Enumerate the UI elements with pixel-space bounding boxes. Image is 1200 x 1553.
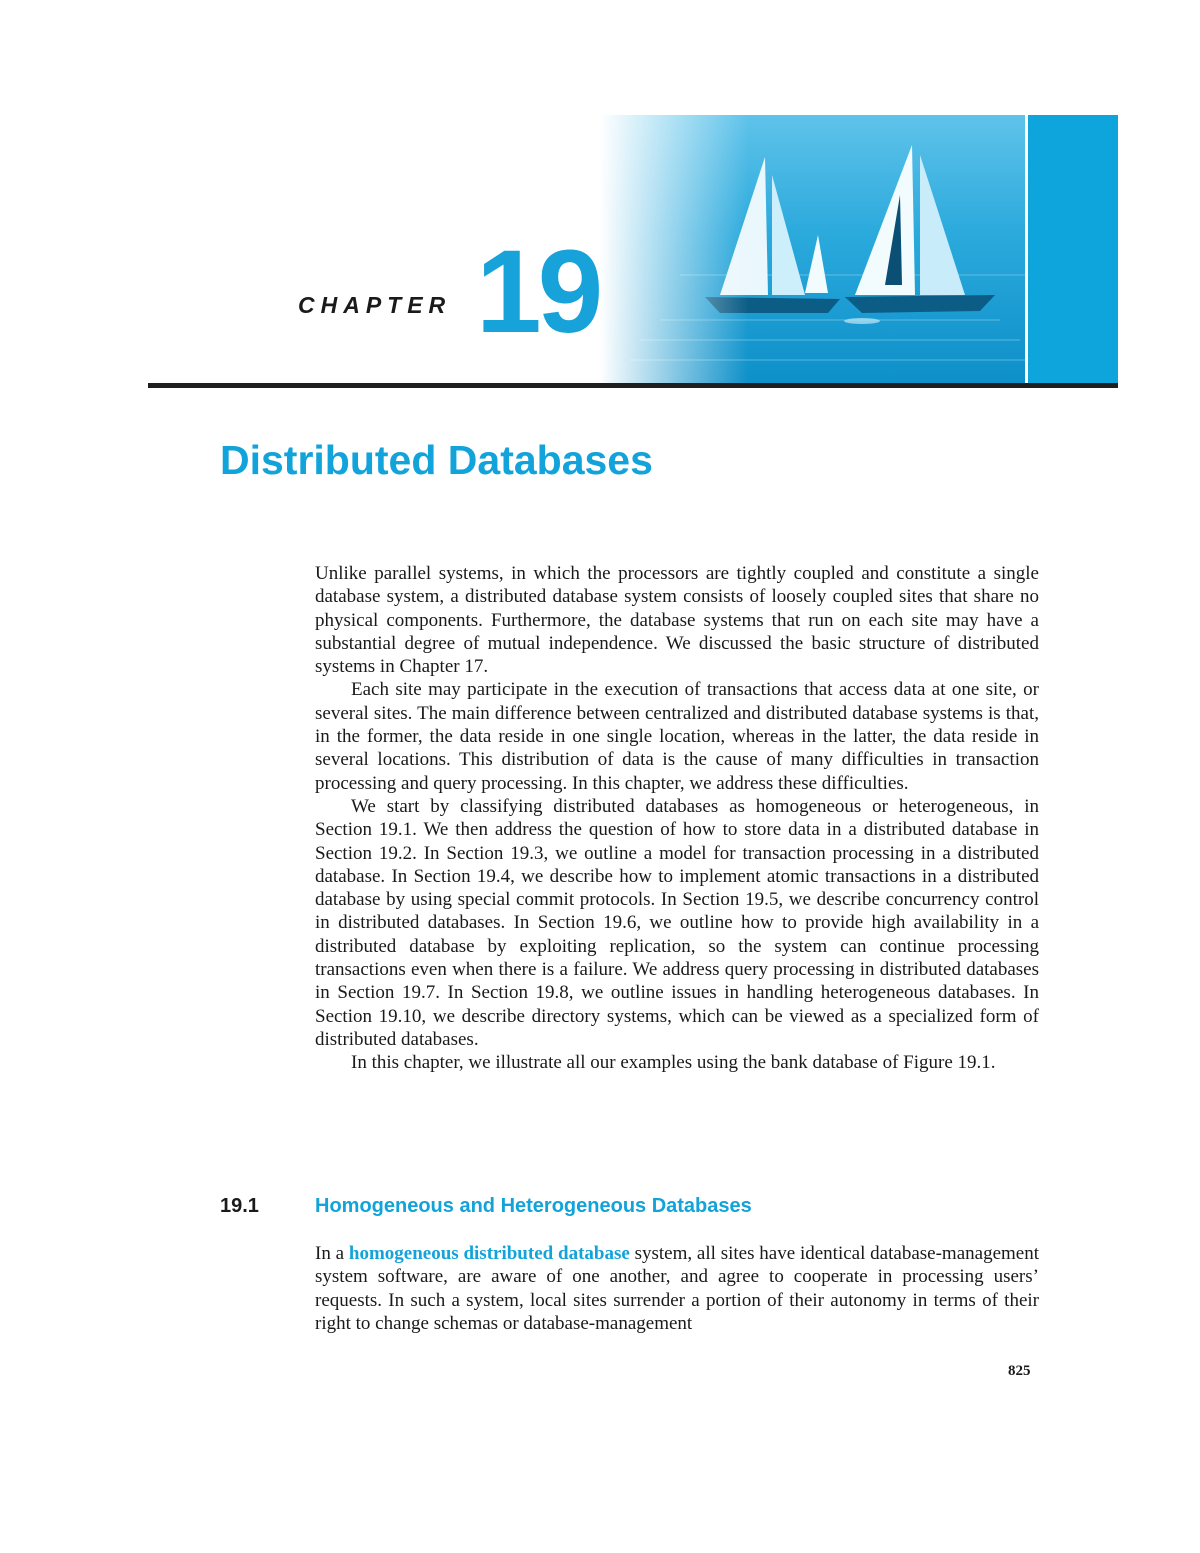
section-title: Homogeneous and Heterogeneous Databases: [315, 1195, 752, 1217]
section-paragraph-1: [315, 1242, 1039, 1335]
section-lead: In a: [315, 1243, 349, 1264]
section-rest: system, all sites have identical database-management system software, are aware of one another, and agree to cooperate in processing users’ requests. In such a system, local sites surrender a portion of their autonomy in terms of their right to change schemas or database-management: [315, 1243, 1039, 1334]
intro-paragraph-4: In this chapter, we illustrate all our examples using the bank database of Figure 19.1.: [351, 1052, 996, 1074]
intro-text: [315, 562, 1039, 1075]
chapter-label: CHAPTER: [298, 292, 452, 318]
sailboats-photo: [600, 115, 1025, 385]
header-rule: [148, 383, 1118, 388]
section-text: [315, 1242, 1039, 1335]
intro-paragraph-3: We start by classifying distributed databases as homogeneous or heterogeneous, in Section 19.1. We then address the question of how to store data in a distributed database in Section 19.2. In Section 19.3, we outline a model for transaction processing in a distributed database. In Section 19.4, we describe how to implement atomic transactions in a distributed database by using special commit protocols. In Section 19.5, we describe concurrency control in distributed databases. In Section 19.6, we outline how to provide high availability in a distributed database by exploiting replication, so the system can continue processing transactions even when there is a failure. We address query processing in distributed databases in Section 19.7. In Section 19.8, we outline issues in handling heterogeneous databases. In Section 19.10, we describe directory systems, which can be viewed as a specialized form of distributed databases.: [315, 795, 1039, 1050]
section-number: 19.1: [220, 1195, 259, 1217]
intro-paragraph-1: Unlike parallel systems, in which the processors are tightly coupled and constitute a single database system, a distributed database system consists of loosely coupled sites that share no physical components. Furthermore, the database systems that run on each site may have a substantial degree of mutual independence. We discussed the basic structure of distributed systems in Chapter 17.: [315, 563, 1039, 678]
page-number: 825: [1008, 1363, 1031, 1379]
chapter-number: 19: [476, 226, 600, 358]
chapter-photo: [600, 115, 1025, 385]
intro-paragraph-2: Each site may participate in the execution of transactions that access data at one site, or several sites. The main difference between centralized and distributed database systems is that, in the former, the data reside in one single location, whereas in the latter, the data reside in several locations. This distribution of data is the cause of many difficulties in transaction processing and query processing. In this chapter, we address these difficulties.: [315, 679, 1039, 794]
key-term: homogeneous distributed database: [348, 1243, 630, 1264]
chapter-title: Distributed Databases: [220, 437, 653, 483]
chapter-tab: [1028, 115, 1118, 385]
